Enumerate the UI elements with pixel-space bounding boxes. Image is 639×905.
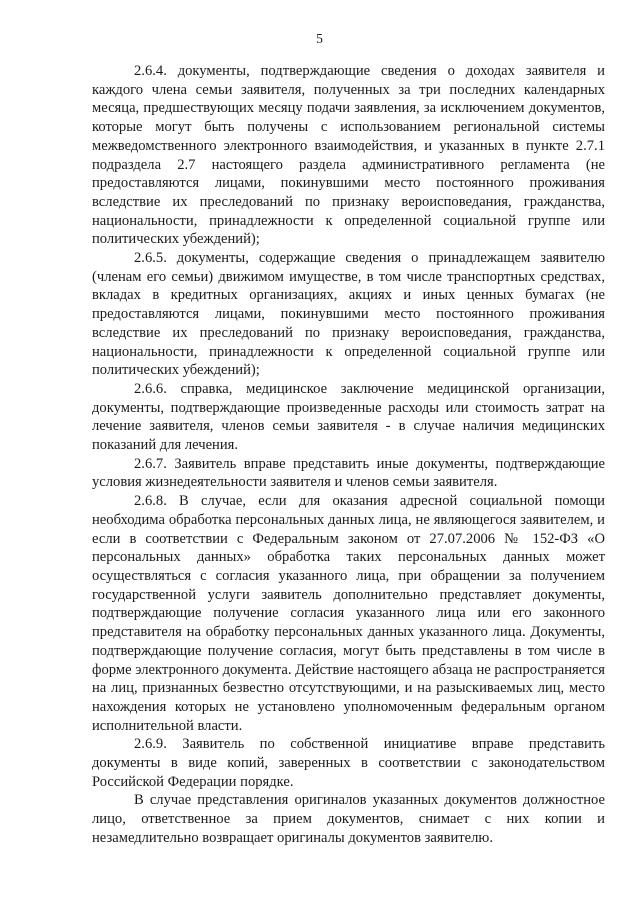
paragraph-2-6-6: 2.6.6. справка, медицинское заключение медицинской организации, документы, подтверждающие произведенные расходы или стоимость затрат на лечение заявителя, членов семьи заявителя - в случае наличия медицинских показаний для лечения.: [92, 380, 605, 454]
paragraph-originals-note: В случае представления оригиналов указанных документов должностное лицо, ответственное за прием документов, снимает с них копии и незамедлительно возвращает оригиналы документов заявителю.: [92, 792, 605, 846]
document-body: [92, 62, 605, 848]
paragraph-2-6-7: 2.6.7. Заявитель вправе представить иные документы, подтверждающие условия жизнедеятельности заявителя и членов семьи заявителя.: [92, 455, 605, 491]
paragraph-2-6-9: 2.6.9. Заявитель по собственной инициативе вправе представить документы в виде копий, заверенных в соответствии с законодательством Российской Федерации порядке.: [92, 736, 605, 790]
page-number: 5: [316, 31, 323, 46]
paragraph-2-6-8: 2.6.8. В случае, если для оказания адресной социальной помощи необходима обработка персональных данных лица, не являющегося заявителем, и если в соответствии с Федеральным законом от 27.07.2006 № 152-ФЗ «О персональных данных» обработка таких персональных данных может осуществляться с согласия указанного лица, при обращении за получением государственной услуги заявитель дополнительно представляет документы, подтверждающие получение согласия указанного лица или его законного представителя на обработку персональных данных указанного лица. Документы, подтверждающие получение согласия, могут быть представлены в том числе в форме электронного документа. Действие настоящего абзаца не распространяется на лиц, признанных безвестно отсутствующими, и на разыскиваемых лиц, место нахождения которых не установлено уполномоченным федеральным органом исполнительной власти.: [92, 493, 605, 734]
paragraph-2-6-5: 2.6.5. документы, содержащие сведения о принадлежащем заявителю (членам его семьи) движимом имуществе, в том числе транспортных средствах, вкладах в кредитных организациях, акциях и иных ценных бумагах (не предоставляются лицами, покинувшими место постоянного проживания вследствие их преследований по признаку вероисповедания, гражданства, национальности, принадлежности к определенной социальной группе или политических убеждений);: [92, 250, 605, 379]
paragraph-2-6-4: 2.6.4. документы, подтверждающие сведения о доходах заявителя и каждого члена семьи заявителя, полученных за три последних календарных месяца, предшествующих месяцу подачи заявления, за исключением документов, которые могут быть получены с использованием региональной системы межведомственного электронного взаимодействия, и указанных в пункте 2.7.1 подраздела 2.7 настоящего раздела административного регламента (не предоставляются лицами, покинувшими место постоянного проживания вследствие их преследований по признаку вероисповедания, гражданства, национальности, принадлежности к определенной социальной группе или политических убеждений);: [92, 63, 605, 248]
